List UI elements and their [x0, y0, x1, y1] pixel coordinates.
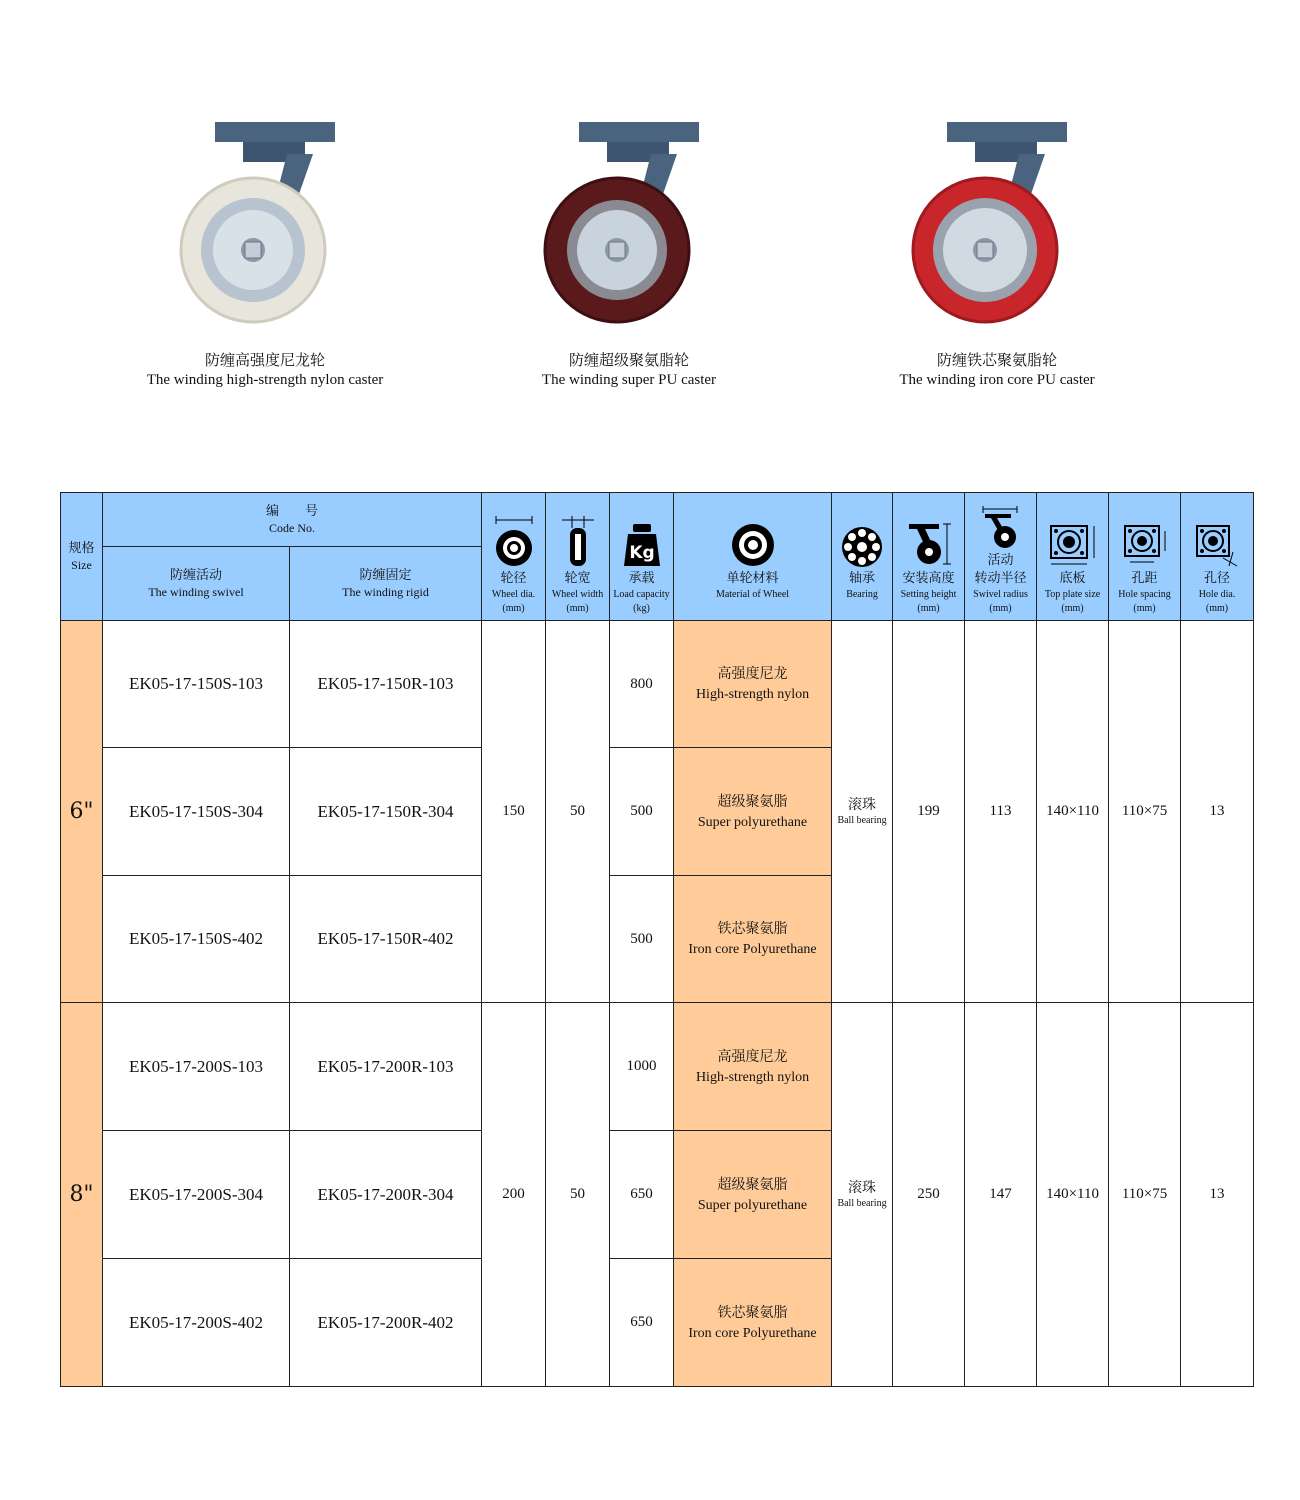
- header-row: [61, 493, 1254, 547]
- hole-dia-value: 13: [1181, 621, 1254, 1003]
- product-title-en: The winding super PU caster: [541, 372, 717, 388]
- header-hole-dia: [1181, 493, 1254, 621]
- hole-dia-value: 13: [1181, 1003, 1254, 1387]
- load-value: 800: [610, 621, 674, 748]
- material-en: Super polyurethane: [697, 1197, 808, 1213]
- rigid-code: EK05-17-150R-304: [290, 748, 482, 876]
- swivel-code: EK05-17-200S-103: [103, 1003, 290, 1131]
- header-wheel-width-unit: (mm): [566, 602, 589, 614]
- caster-nylon-icon: [165, 112, 365, 344]
- setting-height-value: 250: [893, 1003, 965, 1387]
- header-material: [674, 493, 832, 621]
- load-value: 500: [610, 748, 674, 876]
- wheel-width-value: 50: [546, 621, 610, 1003]
- material-cell: [674, 1131, 832, 1259]
- header-setting-height: [893, 493, 965, 621]
- wheel-width-value: 50: [546, 1003, 610, 1387]
- header-swivel-cn: 防缠活动: [169, 568, 222, 583]
- bearing-cn: 滚珠: [848, 1179, 877, 1196]
- size-cell: 8": [61, 1003, 103, 1387]
- header-swivel-radius: [965, 493, 1037, 621]
- header-rigid-cn: 防缠固定: [359, 568, 412, 583]
- swivel-radius-value: 113: [965, 621, 1037, 1003]
- load-value: 650: [610, 1259, 674, 1387]
- caster-super-pu-icon: [529, 112, 729, 344]
- swivel-radius-icon: [977, 506, 1025, 550]
- ball-bearing-icon: [841, 526, 883, 568]
- product-super-pu: [479, 112, 779, 390]
- header-wheel-dia: [482, 493, 546, 621]
- material-en: High-strength nylon: [695, 687, 810, 702]
- material-cn: 高强度尼龙: [717, 666, 788, 682]
- material-en: Super polyurethane: [697, 814, 808, 830]
- size-cell: 6": [61, 621, 103, 1003]
- material-cell: [674, 876, 832, 1003]
- header-hole-spacing-cn: 孔距: [1131, 570, 1158, 586]
- header-top-plate-en: Top plate size: [1044, 588, 1101, 600]
- material-cell: [674, 1003, 832, 1131]
- material-cn: 铁芯聚氨脂: [717, 921, 788, 937]
- table-row: [61, 1003, 1254, 1131]
- swivel-code: EK05-17-200S-304: [103, 1131, 290, 1259]
- header-setting-height-en: Setting height: [900, 588, 957, 600]
- header-hole-spacing-unit: (mm): [1133, 602, 1156, 614]
- header-rigid-en: The winding rigid: [342, 585, 429, 599]
- material-cell: [674, 621, 832, 748]
- caster-iron-core-pu-icon: [897, 112, 1097, 344]
- hole-spacing-value: 110×75: [1109, 621, 1181, 1003]
- wheel-material-icon: [730, 522, 776, 568]
- header-wheel-dia-cn: 轮径: [500, 570, 527, 586]
- header-hole-dia-en: Hole dia.: [1198, 588, 1236, 600]
- material-en: Iron core Polyurethane: [688, 942, 817, 957]
- bearing-en: Ball bearing: [837, 1197, 887, 1209]
- header-bearing: [832, 493, 893, 621]
- material-cn: 超级聚氨脂: [717, 1176, 788, 1193]
- header-load-unit: (kg): [633, 602, 650, 614]
- header-swivel-radius-cn-2: 转动半径: [974, 570, 1027, 586]
- wheel-dia-value: 200: [482, 1003, 546, 1387]
- load-value: 1000: [610, 1003, 674, 1131]
- material-en: Iron core Polyurethane: [688, 1325, 817, 1341]
- top-plate-value: 140×110: [1037, 621, 1109, 1003]
- material-cell: [674, 748, 832, 876]
- rigid-code: EK05-17-200R-103: [290, 1003, 482, 1131]
- product-title-en: The winding high-strength nylon caster: [146, 372, 384, 388]
- bearing-cell: [832, 1003, 893, 1387]
- rigid-code: EK05-17-200R-402: [290, 1259, 482, 1387]
- svg-text:Kg: Kg: [628, 542, 655, 563]
- header-wheel-width-en: Wheel width: [551, 588, 604, 600]
- header-hole-spacing-en: Hole spacing: [1118, 588, 1171, 600]
- hole-spacing-icon: [1119, 522, 1171, 568]
- material-cell: [674, 1259, 832, 1387]
- header-material-en: Material of Wheel: [715, 588, 790, 600]
- header-bearing-en: Bearing: [846, 588, 878, 600]
- header-size: [61, 493, 103, 621]
- header-size-cn: 规格: [68, 541, 95, 556]
- header-code: [103, 493, 482, 547]
- header-material-cn: 单轮材料: [726, 570, 779, 586]
- swivel-radius-value: 147: [965, 1003, 1037, 1387]
- hole-spacing-value: 110×75: [1109, 1003, 1181, 1387]
- rigid-code: EK05-17-150R-402: [290, 876, 482, 1003]
- hole-dia-icon: [1193, 522, 1241, 568]
- weight-kg-icon: [622, 522, 662, 568]
- header-swivel-radius-en: Swivel radius: [973, 588, 1028, 600]
- swivel-code: EK05-17-150S-402: [103, 876, 290, 1003]
- header-swivel-radius-cn-1: 活动: [987, 552, 1014, 568]
- wheel-dia-icon: [494, 516, 534, 568]
- header-top-plate: [1037, 493, 1109, 621]
- swivel-code: EK05-17-150S-304: [103, 748, 290, 876]
- header-wheel-dia-en: Wheel dia.: [491, 588, 536, 600]
- header-top-plate-unit: (mm): [1061, 602, 1084, 614]
- header-setting-height-unit: (mm): [917, 602, 940, 614]
- material-en: High-strength nylon: [695, 1069, 810, 1085]
- material-cn: 超级聚氨脂: [717, 793, 788, 810]
- header-code-cn: 编 号: [266, 504, 319, 519]
- material-cn: 高强度尼龙: [717, 1048, 788, 1065]
- header-wheel-width-cn: 轮宽: [564, 570, 591, 586]
- header-hole-dia-cn: 孔径: [1204, 570, 1231, 586]
- product-nylon: [115, 112, 415, 390]
- header-wheel-width: [546, 493, 610, 621]
- header-top-plate-cn: 底板: [1059, 570, 1086, 586]
- load-value: 500: [610, 876, 674, 1003]
- setting-height-icon: [905, 520, 953, 568]
- header-code-en: Code No.: [269, 521, 315, 535]
- material-cn: 铁芯聚氨脂: [717, 1304, 788, 1321]
- table-row: [61, 621, 1254, 748]
- spec-table: [60, 492, 1254, 1387]
- rigid-code: EK05-17-150R-103: [290, 621, 482, 748]
- setting-height-value: 199: [893, 621, 965, 1003]
- top-plate-value: 140×110: [1037, 1003, 1109, 1387]
- header-hole-spacing: [1109, 493, 1181, 621]
- wheel-width-icon: [558, 516, 598, 568]
- header-load: [610, 493, 674, 621]
- bearing-en: Ball bearing: [837, 814, 887, 826]
- product-title-en: The winding iron core PU caster: [899, 372, 1095, 388]
- header-swivel-en: The winding swivel: [148, 585, 244, 599]
- header-size-en: Size: [71, 558, 92, 572]
- header-load-en: Load capacity: [613, 588, 670, 600]
- header-swivel-radius-unit: (mm): [989, 602, 1012, 614]
- load-value: 650: [610, 1131, 674, 1259]
- header-swivel: [103, 547, 290, 621]
- product-title-cn: 防缠铁芯聚氨脂轮: [936, 351, 1057, 369]
- header-setting-height-cn: 安装高度: [902, 570, 955, 586]
- top-plate-icon: [1047, 522, 1099, 568]
- product-title-cn: 防缠超级聚氨脂轮: [568, 351, 689, 369]
- swivel-code: EK05-17-200S-402: [103, 1259, 290, 1387]
- bearing-cn: 滚珠: [848, 796, 877, 813]
- header-rigid: [290, 547, 482, 621]
- product-iron-core-pu: [847, 112, 1147, 390]
- product-title-cn: 防缠高强度尼龙轮: [204, 351, 325, 369]
- header-wheel-dia-unit: (mm): [502, 602, 525, 614]
- bearing-cell: [832, 621, 893, 1003]
- swivel-code: EK05-17-150S-103: [103, 621, 290, 748]
- header-load-cn: 承载: [628, 570, 655, 586]
- header-hole-dia-unit: (mm): [1205, 602, 1229, 614]
- header-bearing-cn: 轴承: [849, 570, 876, 586]
- rigid-code: EK05-17-200R-304: [290, 1131, 482, 1259]
- wheel-dia-value: 150: [482, 621, 546, 1003]
